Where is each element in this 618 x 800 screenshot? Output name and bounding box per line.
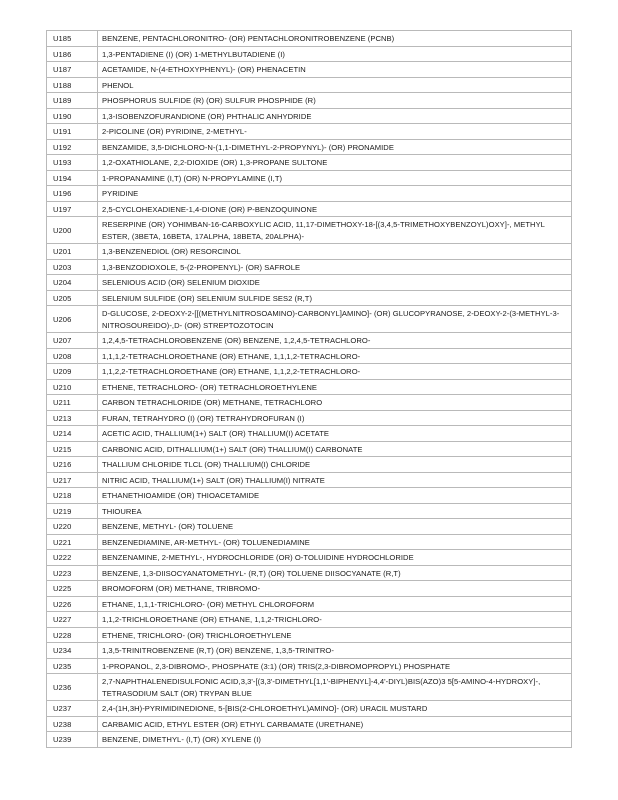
substance-name-cell: 1,1,2-TRICHLOROETHANE (OR) ETHANE, 1,1,2-TRICHLORO-: [98, 612, 572, 628]
substance-name-cell: SELENIOUS ACID (OR) SELENIUM DIOXIDE: [98, 275, 572, 291]
table-row: [47, 348, 572, 364]
substance-name-cell: BROMOFORM (OR) METHANE, TRIBROMO-: [98, 581, 572, 597]
waste-code-cell: U216: [47, 457, 98, 473]
waste-code-cell: U211: [47, 395, 98, 411]
waste-code-cell: U191: [47, 124, 98, 140]
waste-code-cell: U223: [47, 565, 98, 581]
table-row: [47, 275, 572, 291]
waste-code-cell: U203: [47, 259, 98, 275]
waste-code-cell: U228: [47, 627, 98, 643]
table-row: [47, 364, 572, 380]
waste-code-cell: U227: [47, 612, 98, 628]
substance-name-cell: 1,1,1,2-TETRACHLOROETHANE (OR) ETHANE, 1,1,1,2-TETRACHLORO-: [98, 348, 572, 364]
substance-name-cell: ACETIC ACID, THALLIUM(1+) SALT (OR) THALLIUM(I) ACETATE: [98, 426, 572, 442]
table-row: [47, 701, 572, 717]
substance-name-cell: CARBON TETRACHLORIDE (OR) METHANE, TETRACHLORO: [98, 395, 572, 411]
table-row: [47, 550, 572, 566]
waste-code-cell: U206: [47, 306, 98, 333]
substance-name-cell: ETHANETHIOAMIDE (OR) THIOACETAMIDE: [98, 488, 572, 504]
waste-code-cell: U217: [47, 472, 98, 488]
substance-name-cell: ETHENE, TRICHLORO- (OR) TRICHLOROETHYLENE: [98, 627, 572, 643]
waste-code-cell: U218: [47, 488, 98, 504]
substance-name-cell: BENZENE, DIMETHYL- (I,T) (OR) XYLENE (I): [98, 732, 572, 748]
waste-code-cell: U200: [47, 217, 98, 244]
table-body: [47, 31, 572, 748]
table-row: [47, 534, 572, 550]
table-row: [47, 658, 572, 674]
waste-code-cell: U236: [47, 674, 98, 701]
waste-code-cell: U220: [47, 519, 98, 535]
table-row: [47, 139, 572, 155]
substance-name-cell: BENZENAMINE, 2-METHYL-, HYDROCHLORIDE (OR) O-TOLUIDINE HYDROCHLORIDE: [98, 550, 572, 566]
substance-name-cell: THIOUREA: [98, 503, 572, 519]
waste-code-cell: U196: [47, 186, 98, 202]
table-row: [47, 643, 572, 659]
table-row: [47, 410, 572, 426]
substance-name-cell: 1,3-ISOBENZOFURANDIONE (OR) PHTHALIC ANHYDRIDE: [98, 108, 572, 124]
table-row: [47, 77, 572, 93]
table-row: [47, 108, 572, 124]
waste-code-cell: U219: [47, 503, 98, 519]
waste-code-cell: U189: [47, 93, 98, 109]
waste-code-cell: U235: [47, 658, 98, 674]
substance-name-cell: ACETAMIDE, N-(4-ETHOXYPHENYL)- (OR) PHENACETIN: [98, 62, 572, 78]
table-row: [47, 395, 572, 411]
table-row: [47, 31, 572, 47]
substance-name-cell: BENZENEDIAMINE, AR-METHYL- (OR) TOLUENEDIAMINE: [98, 534, 572, 550]
waste-code-cell: U207: [47, 333, 98, 349]
substance-name-cell: 1,3-BENZODIOXOLE, 5-(2-PROPENYL)- (OR) SAFROLE: [98, 259, 572, 275]
waste-code-cell: U209: [47, 364, 98, 380]
substance-name-cell: CARBAMIC ACID, ETHYL ESTER (OR) ETHYL CARBAMATE (URETHANE): [98, 716, 572, 732]
substance-name-cell: 1,3-PENTADIENE (I) (OR) 1-METHYLBUTADIENE (I): [98, 46, 572, 62]
waste-code-cell: U221: [47, 534, 98, 550]
substance-name-cell: 1,2,4,5-TETRACHLOROBENZENE (OR) BENZENE, 1,2,4,5-TETRACHLORO-: [98, 333, 572, 349]
substance-name-cell: RESERPINE (OR) YOHIMBAN-16-CARBOXYLIC ACID, 11,17-DIMETHOXY-18-[(3,4,5-TRIMETHOXYBENZOYL)OXY]-, METHYL ESTER, (3BETA, 16BETA, 17ALPHA, 18BETA, 20ALPHA)-: [98, 217, 572, 244]
table-row: [47, 503, 572, 519]
substance-name-cell: 1,2-OXATHIOLANE, 2,2-DIOXIDE (OR) 1,3-PROPANE SULTONE: [98, 155, 572, 171]
table-row: [47, 201, 572, 217]
table-row: [47, 472, 572, 488]
substance-name-cell: NITRIC ACID, THALLIUM(1+) SALT (OR) THALLIUM(I) NITRATE: [98, 472, 572, 488]
substance-name-cell: FURAN, TETRAHYDRO (I) (OR) TETRAHYDROFURAN (I): [98, 410, 572, 426]
waste-code-cell: U201: [47, 244, 98, 260]
waste-code-cell: U225: [47, 581, 98, 597]
waste-code-cell: U238: [47, 716, 98, 732]
substance-name-cell: 1-PROPANOL, 2,3-DIBROMO-, PHOSPHATE (3:1) (OR) TRIS(2,3-DIBROMOPROPYL) PHOSPHATE: [98, 658, 572, 674]
table-row: [47, 457, 572, 473]
waste-code-cell: U185: [47, 31, 98, 47]
waste-code-cell: U205: [47, 290, 98, 306]
waste-code-table: [46, 30, 572, 748]
waste-code-cell: U190: [47, 108, 98, 124]
substance-name-cell: 1,1,2,2-TETRACHLOROETHANE (OR) ETHANE, 1,1,2,2-TETRACHLORO-: [98, 364, 572, 380]
table-row: [47, 732, 572, 748]
waste-code-cell: U204: [47, 275, 98, 291]
table-row: [47, 244, 572, 260]
table-row: [47, 627, 572, 643]
waste-code-cell: U210: [47, 379, 98, 395]
table-row: [47, 62, 572, 78]
table-row: [47, 170, 572, 186]
substance-name-cell: 2,7-NAPHTHALENEDISULFONIC ACID,3,3'-[(3,3'-DIMETHYL[1,1'-BIPHENYL]-4,4'-DIYL)BIS(AZO)3 5[5-AMINO-4-HYDROXY]-, TETRASODIUM SALT (OR) TRYPAN BLUE: [98, 674, 572, 701]
table-row: [47, 441, 572, 457]
waste-code-cell: U239: [47, 732, 98, 748]
waste-code-cell: U214: [47, 426, 98, 442]
substance-name-cell: 2-PICOLINE (OR) PYRIDINE, 2-METHYL-: [98, 124, 572, 140]
table-row: [47, 379, 572, 395]
waste-code-cell: U226: [47, 596, 98, 612]
table-row: [47, 716, 572, 732]
waste-code-cell: U187: [47, 62, 98, 78]
substance-name-cell: SELENIUM SULFIDE (OR) SELENIUM SULFIDE SES2 (R,T): [98, 290, 572, 306]
table-row: [47, 581, 572, 597]
table-row: [47, 488, 572, 504]
substance-name-cell: 2,4-(1H,3H)-PYRIMIDINEDIONE, 5-[BIS(2-CHLOROETHYL)AMINO]- (OR) URACIL MUSTARD: [98, 701, 572, 717]
waste-code-cell: U197: [47, 201, 98, 217]
substance-name-cell: D-GLUCOSE, 2-DEOXY-2-[[(METHYLNITROSOAMINO)-CARBONYL]AMINO]- (OR) GLUCOPYRANOSE, 2-DEOXY-2-(3-METHYL-3-NITROSOUREIDO)-,D- (OR) STREPTOZOTOCIN: [98, 306, 572, 333]
table-row: [47, 674, 572, 701]
table-row: [47, 186, 572, 202]
substance-name-cell: 1-PROPANAMINE (I,T) (OR) N-PROPYLAMINE (I,T): [98, 170, 572, 186]
substance-name-cell: BENZAMIDE, 3,5-DICHLORO-N-(1,1-DIMETHYL-2-PROPYNYL)- (OR) PRONAMIDE: [98, 139, 572, 155]
substance-name-cell: 2,5-CYCLOHEXADIENE-1,4-DIONE (OR) P-BENZOQUINONE: [98, 201, 572, 217]
table-row: [47, 596, 572, 612]
waste-code-cell: U192: [47, 139, 98, 155]
table-row: [47, 519, 572, 535]
substance-name-cell: PHOSPHORUS SULFIDE (R) (OR) SULFUR PHOSPHIDE (R): [98, 93, 572, 109]
substance-name-cell: CARBONIC ACID, DITHALLIUM(1+) SALT (OR) THALLIUM(I) CARBONATE: [98, 441, 572, 457]
waste-code-cell: U222: [47, 550, 98, 566]
table-row: [47, 217, 572, 244]
substance-name-cell: 1,3,5-TRINITROBENZENE (R,T) (OR) BENZENE, 1,3,5-TRINITRO-: [98, 643, 572, 659]
table-row: [47, 259, 572, 275]
substance-name-cell: PHENOL: [98, 77, 572, 93]
substance-name-cell: BENZENE, PENTACHLORONITRO- (OR) PENTACHLORONITROBENZENE (PCNB): [98, 31, 572, 47]
waste-code-cell: U234: [47, 643, 98, 659]
waste-code-cell: U213: [47, 410, 98, 426]
waste-code-page: [46, 30, 572, 748]
table-row: [47, 612, 572, 628]
table-row: [47, 124, 572, 140]
waste-code-cell: U188: [47, 77, 98, 93]
table-row: [47, 426, 572, 442]
substance-name-cell: ETHENE, TETRACHLORO- (OR) TETRACHLOROETHYLENE: [98, 379, 572, 395]
substance-name-cell: BENZENE, 1,3-DIISOCYANATOMETHYL- (R,T) (OR) TOLUENE DIISOCYANATE (R,T): [98, 565, 572, 581]
table-row: [47, 155, 572, 171]
waste-code-cell: U194: [47, 170, 98, 186]
waste-code-cell: U208: [47, 348, 98, 364]
substance-name-cell: 1,3-BENZENEDIOL (OR) RESORCINOL: [98, 244, 572, 260]
waste-code-cell: U215: [47, 441, 98, 457]
waste-code-cell: U237: [47, 701, 98, 717]
table-row: [47, 333, 572, 349]
substance-name-cell: PYRIDINE: [98, 186, 572, 202]
substance-name-cell: ETHANE, 1,1,1-TRICHLORO- (OR) METHYL CHLOROFORM: [98, 596, 572, 612]
table-row: [47, 306, 572, 333]
table-row: [47, 46, 572, 62]
table-row: [47, 290, 572, 306]
waste-code-cell: U186: [47, 46, 98, 62]
table-row: [47, 93, 572, 109]
substance-name-cell: BENZENE, METHYL- (OR) TOLUENE: [98, 519, 572, 535]
substance-name-cell: THALLIUM CHLORIDE TLCL (OR) THALLIUM(I) CHLORIDE: [98, 457, 572, 473]
table-row: [47, 565, 572, 581]
waste-code-cell: U193: [47, 155, 98, 171]
